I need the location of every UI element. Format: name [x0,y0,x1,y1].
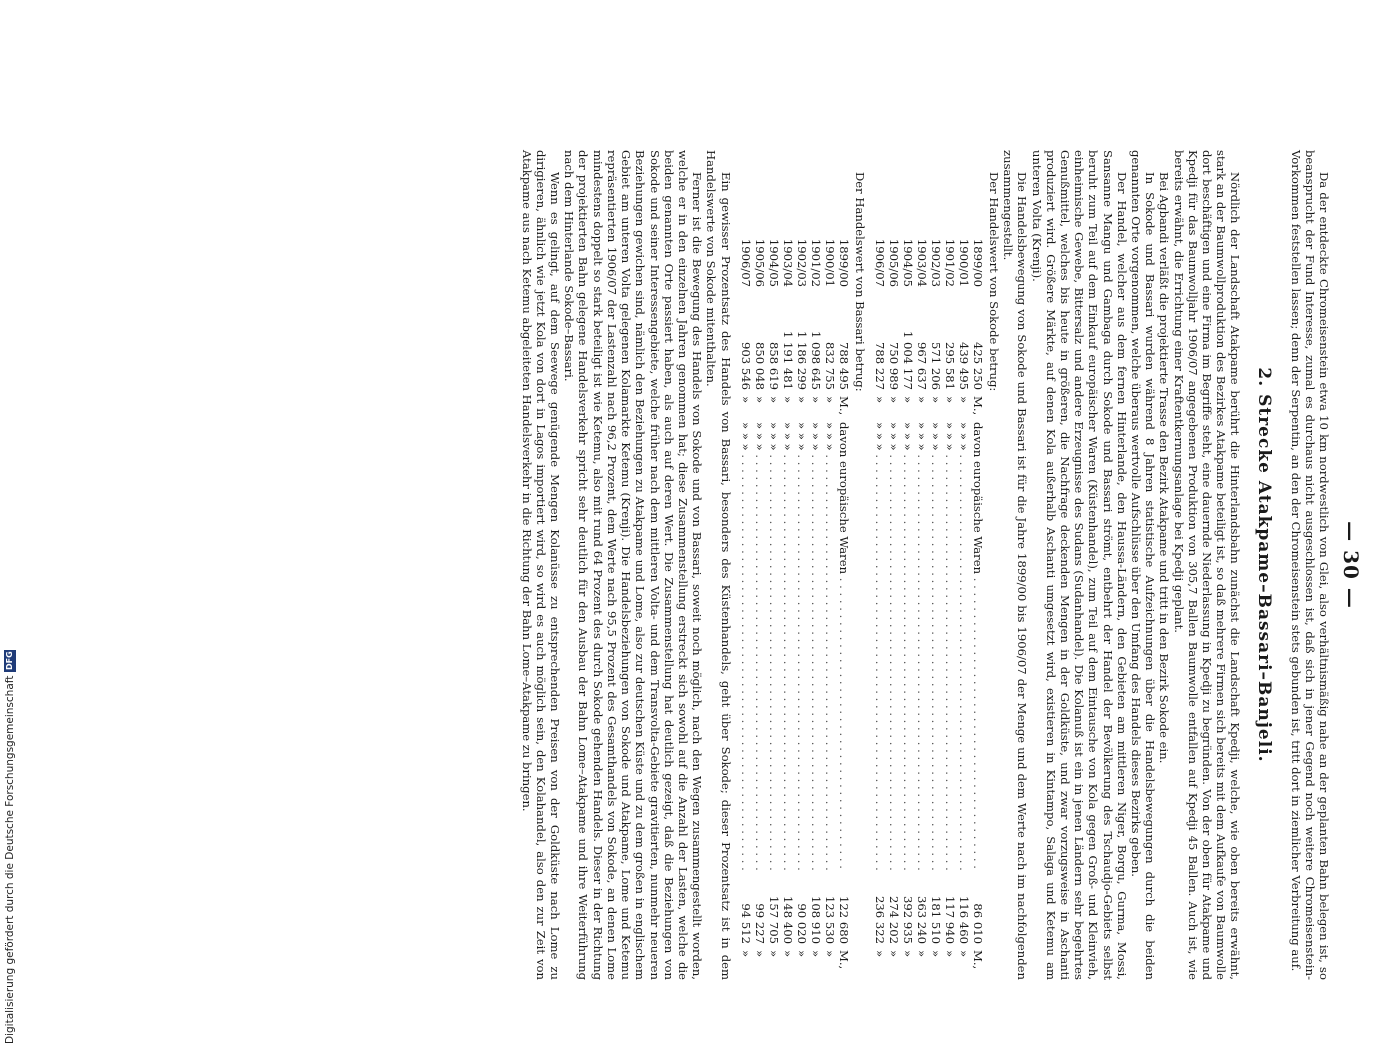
body-paragraph: Der Handel, welcher aus dem fernen Hinterlande, den Haussa-Ländern, den Gebieten am mittleren Niger, Borgu, Gurma, Mossi, Sansanne Mangu und Gambaga durch Sokode und Bassari strömt, entbehrt der Handel der Bevölkerung des Tschaudjo-Gebiets selbst beruht zum Teil auf dem Einkauf europäischer Waren (Küstenhandel), zum Teil auf dem Eintausche von Kola gegen Groß- und Kleinvieh, einheimische Gewebe, Bittersalz und andere Erzeugnisse des Sudans (Sudanhandel). Die Kolanuß ist ein in jenen Ländern sehr begehrtes Genußmittel, welches bis heute in größeren, die Nachfrage deckenden Mengen in der Goldküste, und zwar vorzugsweise in Aschanti produziert wird. Größere Märkte, auf denen Kola außerhalb Aschanti umgesetzt wird, existieren in Kintampo, Salaga und Ketemu am unteren Volta (Krenji). [1029,150,1129,980]
unit-cell: » [886,396,901,404]
description-cell: » » » . . . [929,422,943,872]
unit-cell: » [956,950,971,958]
european-goods-cell: 90 020 [794,903,809,944]
description-cell: » » » . . . [809,422,823,872]
european-goods-cell: 108 910 [808,896,823,944]
description-cell: » » » . . . [823,422,837,872]
year-cell: 1899/00 [836,238,851,287]
unit-cell: » [738,950,753,958]
page-number: — 30 — [1339,521,1363,609]
year-cell: 1902/03 [928,238,943,287]
year-cell: 1904/05 [900,238,915,287]
total-value-cell: 1 186 299 [794,330,809,390]
unit-cell: » [766,950,781,958]
total-value-cell: 1 004 177 [900,330,915,390]
year-cell: 1905/06 [886,238,901,287]
bassari-trade-table [739,150,851,980]
unit-cell: » [780,950,795,958]
section-heading: 2. Strecke Atakpame–Bassari–Banjeli. [1254,367,1275,763]
european-goods-cell: 86 010 [970,903,985,944]
unit-cell: » [900,950,915,958]
total-value-cell: 750 989 [886,342,901,390]
description-cell: » » » . . . [887,422,901,872]
year-cell: 1906/07 [738,238,753,287]
table-row [873,150,887,980]
unit-cell: M., [970,950,985,970]
table-row [957,150,971,980]
unit-cell: » [738,396,753,404]
total-value-cell: 967 637 [914,342,929,390]
total-value-cell: 832 755 [822,342,837,390]
unit-cell: » [928,396,943,404]
table-row [887,150,901,980]
intro-paragraph: Da der entdeckte Chromeisenstein etwa 10 km nordwestlich von Glei, also verhältnismäßig nahe an der geplanten Bahn belegen ist, so beansprucht der Fund Interesse, zumal es durchaus nicht ausgeschlossen ist, daß sich in jener Gegend noch weitere Chromeisenstein-Vorkommen feststellen lassen; denn der Serpentin, an den der Chromeisenstein stets gebunden ist, tritt dort in ziemlicher Verbreitung auf. [1288,150,1331,980]
year-cell: 1899/00 [970,238,985,287]
total-value-cell: 903 546 [738,342,753,390]
unit-cell: M., [836,950,851,970]
european-goods-cell: 116 460 [956,896,971,944]
table-row [767,150,781,980]
total-value-cell: 850 048 [752,342,767,390]
total-value-cell: 788 495 [836,342,851,390]
table-row [739,150,753,980]
european-goods-cell: 157 705 [766,896,781,944]
year-cell: 1900/01 [956,238,971,287]
page-body [253,150,1363,980]
european-goods-cell: 122 680 [836,896,851,944]
table-caption-sokode: Der Handelswert von Sokode betrug: [986,172,1001,392]
european-goods-cell: 236 322 [872,896,887,944]
unit-cell: » [914,396,929,404]
table-row [837,150,851,980]
unit-cell: » [780,396,795,404]
total-value-cell: 858 619 [766,342,781,390]
table-caption-bassari: Der Handelswert von Bassari betrug: [852,172,867,392]
table-row [809,150,823,980]
year-cell: 1905/06 [752,238,767,287]
sokode-trade-table [873,150,985,980]
dfg-logo: DFG [5,651,14,670]
table-row [753,150,767,980]
year-cell: 1904/05 [766,238,781,287]
unit-cell: M., [836,396,851,416]
unit-cell: » [956,396,971,404]
year-cell: 1901/02 [808,238,823,287]
funding-attribution [3,484,17,1044]
european-goods-cell: 274 202 [886,896,901,944]
unit-cell: » [794,396,809,404]
description-cell: » » » . . . [767,422,781,872]
description-cell: » » » . . . [957,422,971,872]
european-goods-cell: 117 940 [942,896,957,944]
table-row [901,150,915,980]
closing-paragraph: Wenn es gelingt, auf dem Seewege genügende Mengen Kolanüsse zu entsprechenden Preisen von der Goldküste nach Lome zu dirigieren, ähnlich wie jetzt Kola von dort in Lagos importiert wird, so wird es auch möglich sein, den Kolahandel, also den zur Zeit von Atakpame aus nach Ketemu abgeleiteten Handelsverkehr in die Richtung der Bahn Lome–Atakpame zu bringen. [519,150,563,980]
unit-cell: » [942,950,957,958]
table-row [795,150,809,980]
european-goods-cell: 392 935 [900,896,915,944]
european-goods-cell: 99 227 [752,903,767,944]
description-cell: davon europäische Waren . . . [971,422,985,872]
unit-cell: » [752,950,767,958]
unit-cell: » [886,950,901,958]
description-cell: » » » . . . [739,422,753,872]
unit-cell: M., [970,396,985,416]
body-paragraph: Die Handelsbewegung von Sokode und Bassari ist für die Jahre 1899/00 bis 1906/07 der Menge und dem Werte nach im nachfolgenden zusammengestellt. [1001,150,1030,980]
unit-cell: » [794,950,809,958]
unit-cell: » [766,396,781,404]
description-cell: » » » . . . [915,422,929,872]
european-goods-cell: 363 240 [914,896,929,944]
closing-paragraph: Ferner ist die Bewegung des Handels von Sokode und von Bassari, soweit noch möglich, nach den Wegen zusammengestellt worden, welche er in den einzelnen Jahren genommen hat; diese Zusammenstellung erstreckt sich sowohl auf die Anzahl der Lasten, welche die beiden genannten Orte passiert haben, als auch auf deren Wert. Die Zusammenstellung hat deutlich gezeigt, daß die Beziehungen von Sokode und seiner Interessengebiete, welche früher nach dem mittleren Volta- und dem Transvolta-Gebiete gravitierten, nunmehr neueren Beziehungen gewichen sind, nämlich den Beziehungen zu Atakpame und Lome, also zur deutschen Küste und zu dem großen in englischem Gebiet am unteren Volta gelegenen Kolamarkte Ketemu (Krenji). Die Handelsbeziehungen von Sokode und Atakpame, Lome und Ketemu repräsentierten 1906/07 der Lastenzahl nach 96,2 Prozent, dem Werte nach 95,5 Prozent des Gesamthandels von Sokode, an denen Lome mindestens doppelt so stark beteiligt ist wie Ketemu, also mit rund 64 Prozent des durch Sokode gehenden Handels. Dieser in der Richtung der projektierten Bahn gelegene Handelsverkehr spricht sehr deutlich für den Ausbau der Bahn Lome–Atakpame und ihre Weiterführung nach dem Hinterlande Sokode–Bassari. [562,150,705,980]
table-row [943,150,957,980]
total-value-cell: 788 227 [872,342,887,390]
table-row [823,150,837,980]
total-value-cell: 1 191 481 [780,330,795,390]
table-row [915,150,929,980]
unit-cell: » [914,950,929,958]
body-paragraph: In Sokode und Bassari wurden während 8 Jahren statistische Aufzeichnungen über die Handelsbewegungen durch die beiden genannten Orte vorgenommen, welche überaus wertvolle Aufschlüsse über den Umfang des Handels dieses Bezirks geben. [1128,150,1158,980]
year-cell: 1900/01 [822,238,837,287]
european-goods-cell: 181 510 [928,896,943,944]
total-value-cell: 439 495 [956,342,971,390]
unit-cell: » [822,950,837,958]
year-cell: 1903/04 [914,238,929,287]
unit-cell: » [822,396,837,404]
description-cell: » » » . . . [901,422,915,872]
european-goods-cell: 148 400 [780,896,795,944]
description-cell: » » » . . . [873,422,887,872]
table-row [929,150,943,980]
unit-cell: » [928,950,943,958]
total-value-cell: 295 581 [942,342,957,390]
closing-paragraph: Ein gewisser Prozentsatz des Handels von Bassari, besonders des Küstenhandels, geht über Sokode; dieser Prozentsatz ist in dem Handelswerte von Sokode mitenthalten. [704,150,733,980]
description-cell: » » » . . . [781,422,795,872]
european-goods-cell: 123 530 [822,896,837,944]
unit-cell: » [752,396,767,404]
year-cell: 1903/04 [780,238,795,287]
attribution-text: Digitalisierung gefördert durch die Deutsche Forschungsgemeinschaft [4,675,16,1044]
unit-cell: » [808,396,823,404]
unit-cell: » [942,396,957,404]
description-cell: » » » . . . [795,422,809,872]
description-cell: davon europäische Waren . . . [837,422,851,872]
table-row [781,150,795,980]
year-cell: 1902/03 [794,238,809,287]
description-cell: » » » . . . [943,422,957,872]
unit-cell: » [872,950,887,958]
year-cell: 1901/02 [942,238,957,287]
unit-cell: » [900,396,915,404]
total-value-cell: 571 206 [928,342,943,390]
unit-cell: » [808,950,823,958]
unit-cell: » [872,396,887,404]
total-value-cell: 1 098 645 [808,330,823,390]
description-cell: » » » . . . [753,422,767,872]
body-paragraph: Bei Agbandi verläßt die projektierte Trasse den Bezirk Atakpame und tritt in den Bezirk Sokode ein. [1157,172,1172,764]
body-paragraph: Nördlich der Landschaft Atakpame berührt die Hinterlandsbahn zunächst die Landschaft Kpedji, welche, wie oben bereits erwähnt, stark an der Baumwollproduktion des Bezirkes Atakpame beteiligt ist, so daß mehrere Firmen sich bereits mit dem Aufkaufe von Baumwolle dort beschäftigen und eine Firma im Begriffe steht, eine dauernde Niederlassung in Kpedji zu begründen. Von der oben für Atakpame und Kpedji für das Baumwolljahr 1906/07 angegebenen Produktion von 305,7 Ballen Baumwolle entfallen auf Kpedji 45 Ballen. Auch ist, wie bereits erwähnt, die Errichtung einer Kraftentkernungsanlage bei Kpedji geplant. [1171,150,1243,980]
table-row [971,150,985,980]
european-goods-cell: 94 512 [738,903,753,944]
total-value-cell: 425 250 [970,342,985,390]
year-cell: 1906/07 [872,238,887,287]
